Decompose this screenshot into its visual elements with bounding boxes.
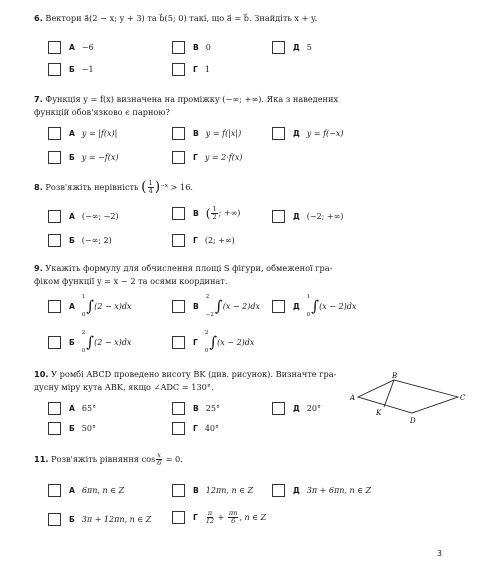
integral-sign-icon: ∫	[86, 333, 95, 351]
option-value: 25°	[205, 404, 220, 413]
q9-option-d[interactable]	[272, 294, 356, 318]
fraction-denominator: 2	[212, 213, 217, 221]
vertex-b-label: B	[392, 372, 398, 380]
answer-checkbox[interactable]	[172, 63, 185, 76]
q8-option-d[interactable]	[272, 210, 343, 223]
option-letter: В	[193, 404, 199, 413]
integrand: (2 − x)dx	[94, 337, 132, 347]
upper-limit: 1	[306, 294, 311, 300]
answer-checkbox[interactable]	[272, 210, 285, 223]
answer-checkbox[interactable]	[48, 422, 61, 435]
option-letter: А	[69, 43, 75, 52]
option-value: 0	[205, 43, 211, 52]
question-text-line1: У ромбі ABCD проведено висоту BK (див. рисунок). Визначте гра-	[51, 369, 337, 379]
answer-checkbox[interactable]	[48, 210, 61, 223]
question-number: 6.	[34, 13, 43, 23]
option-letter: Б	[69, 65, 75, 74]
option-value: y = f(−x)	[306, 129, 344, 138]
question-text: Розв'яжіть рівняння cos	[51, 454, 156, 465]
question-text: Вектори a⃗(2 − x; y + 3) та b⃗(5; 0) такі, що a⃗ = b⃗. Знайдіть x + y.	[45, 13, 318, 23]
vertex-c-label: C	[460, 394, 466, 402]
question-8: 8. Розв'яжіть нерівність ( $\frac{1}{4}$ ) −x > 16.	[34, 179, 194, 196]
q9-option-a[interactable]	[48, 294, 131, 318]
fraction-numerator: π	[207, 509, 213, 517]
base-fraction	[148, 180, 154, 195]
question-number: 11.	[34, 454, 49, 465]
option-value: −1	[81, 65, 94, 74]
upper-limit: 2	[81, 330, 86, 336]
question-text-line2: дусну міру кута ABK, якщо ∠ADC = 130°.	[34, 381, 214, 392]
integrand: (x − 2)dx	[217, 337, 255, 347]
option-value: y = |f(x)|	[81, 129, 118, 138]
option-value: y = f(|x|)	[205, 129, 242, 138]
question-number: 10.	[34, 369, 49, 379]
fraction-numerator: 1	[212, 205, 217, 213]
option-letter: Г	[193, 337, 198, 347]
option-letter: А	[69, 129, 75, 138]
answer-checkbox[interactable]	[172, 151, 185, 164]
question-number: 8.	[34, 182, 43, 193]
lower-limit: −2	[205, 312, 214, 318]
page-number: 3	[436, 549, 442, 558]
point-k-label: K	[376, 409, 382, 417]
option-letter: Г	[193, 513, 198, 522]
integrand: (2 − x)dx	[94, 301, 132, 311]
q9-option-v[interactable]	[172, 294, 260, 318]
option-value: $\frac{\pi}{12}$ + $\frac{\pi n}{6}$ , n ∈ Z	[205, 509, 267, 525]
option-value: y = −f(x)	[81, 153, 119, 162]
q6-option-g[interactable]	[172, 63, 210, 76]
q10-option-b[interactable]	[48, 422, 96, 435]
q6-option-a[interactable]	[48, 41, 94, 54]
answer-checkbox[interactable]	[272, 41, 285, 54]
option-value: (−∞; 2)	[81, 236, 112, 245]
lower-limit: 0	[306, 312, 311, 318]
answer-checkbox[interactable]	[172, 41, 185, 54]
fraction-numerator: 1	[148, 179, 153, 187]
answer-checkbox[interactable]	[48, 484, 61, 497]
q10-option-v[interactable]	[172, 402, 220, 415]
option-letter: Д	[293, 486, 300, 495]
paren-open: (	[205, 206, 211, 221]
integral-sign-icon: ∫	[311, 297, 320, 315]
question-text-line2: фіком функції y = x − 2 та осями координат.	[34, 275, 228, 286]
answer-checkbox[interactable]	[172, 511, 185, 524]
q10-option-d[interactable]	[272, 402, 321, 415]
q6-option-v[interactable]	[172, 41, 211, 54]
vertex-a-label: A	[350, 394, 356, 402]
option-value: 3π + 6πn, n ∈ Z	[306, 486, 372, 495]
option-value: 65°	[81, 404, 97, 413]
upper-limit: 1	[81, 294, 86, 300]
option-letter: А	[69, 301, 75, 311]
option-value: y = 2·f(x)	[204, 153, 243, 162]
vertex-d-label: D	[410, 417, 416, 425]
answer-checkbox[interactable]	[48, 234, 61, 247]
integral	[82, 330, 132, 354]
q8-option-b[interactable]	[48, 234, 112, 247]
option-letter: А	[69, 404, 75, 413]
question-7	[34, 93, 464, 118]
value-suffix: ; +∞)	[218, 208, 241, 218]
answer-checkbox[interactable]	[172, 422, 185, 435]
q8-option-v[interactable]	[172, 206, 240, 221]
integral	[205, 330, 255, 354]
question-11	[34, 452, 464, 467]
fraction-denominator: 6	[231, 517, 236, 525]
answer-checkbox[interactable]	[172, 234, 185, 247]
option-letter: В	[193, 301, 199, 311]
answer-checkbox[interactable]	[272, 484, 285, 497]
q7-option-v[interactable]	[172, 127, 241, 140]
option-letter: Б	[69, 515, 75, 524]
option-value: 12πn, n ∈ Z	[205, 486, 254, 495]
fraction-denominator: 4	[148, 187, 153, 195]
q7-option-a[interactable]	[48, 127, 117, 140]
answer-checkbox[interactable]	[172, 336, 185, 349]
fraction	[156, 452, 162, 467]
option-letter: Г	[193, 65, 198, 74]
option-value: 20°	[306, 404, 321, 413]
question-text-line1: Укажіть формулу для обчислення площі S фігури, обмеженої гра-	[45, 263, 333, 273]
upper-limit: 2	[205, 294, 210, 300]
question-6	[34, 12, 464, 25]
option-letter: А	[69, 212, 75, 221]
option-letter: Г	[193, 236, 198, 245]
integral-sign-icon: ∫	[86, 297, 95, 315]
option-value: 40°	[204, 424, 220, 433]
option-letter: Г	[193, 153, 198, 162]
option-letter: Б	[69, 236, 75, 245]
exponent: −x	[160, 183, 168, 189]
q10-option-g[interactable]	[172, 422, 219, 435]
q9-option-b[interactable]	[48, 330, 131, 354]
question-text-tail: > 16.	[170, 182, 194, 193]
q11-option-d[interactable]	[272, 484, 371, 497]
integrand: (x − 2)dx	[222, 301, 260, 311]
option-value: 6πn, n ∈ Z	[81, 486, 125, 495]
integral	[307, 294, 357, 318]
fraction-numerator: πn	[228, 509, 238, 517]
option-letter: Б	[69, 424, 75, 433]
q10-option-a[interactable]	[48, 402, 96, 415]
option-letter: Д	[293, 129, 300, 138]
answer-checkbox[interactable]	[172, 484, 185, 497]
answer-checkbox[interactable]	[172, 207, 185, 220]
option-value: 1	[204, 65, 210, 74]
option-letter: Д	[293, 43, 300, 52]
answer-checkbox[interactable]	[272, 402, 285, 415]
fraction-denominator: 12	[205, 517, 215, 525]
q7-option-d[interactable]	[272, 127, 344, 140]
question-text-tail: = 0.	[165, 454, 183, 465]
answer-checkbox[interactable]	[48, 300, 61, 313]
option-letter: В	[193, 129, 199, 138]
value-suffix: , n ∈ Z	[239, 513, 267, 522]
option-value: (2; +∞)	[204, 236, 235, 245]
answer-checkbox[interactable]	[272, 300, 285, 313]
question-number: 9.	[34, 263, 43, 273]
answer-checkbox[interactable]	[48, 41, 61, 54]
option-value: 50°	[81, 424, 96, 433]
answer-checkbox[interactable]	[48, 63, 61, 76]
answer-checkbox[interactable]	[48, 402, 61, 415]
answer-checkbox[interactable]	[48, 151, 61, 164]
question-10	[34, 368, 374, 393]
integral-sign-icon: ∫	[214, 297, 223, 315]
answer-checkbox[interactable]	[172, 402, 185, 415]
option-letter: Б	[69, 153, 75, 162]
option-letter: А	[69, 486, 75, 495]
integral-sign-icon: ∫	[209, 333, 218, 351]
lower-limit: 0	[204, 348, 209, 354]
rhombus-outline	[358, 380, 458, 413]
question-text-line2: функцій обов'язково є парною?	[34, 106, 170, 117]
option-letter: Г	[193, 424, 198, 433]
q11-option-b[interactable]	[48, 513, 151, 526]
lower-limit: 0	[81, 312, 86, 318]
answer-checkbox[interactable]	[172, 127, 185, 140]
option-letter: Д	[293, 212, 300, 221]
q7-option-g[interactable]	[172, 151, 243, 164]
answer-checkbox[interactable]	[48, 127, 61, 140]
rhombus-figure	[348, 370, 468, 432]
fraction-denominator: 6	[157, 459, 162, 467]
question-text: Розв'яжіть нерівність	[45, 182, 139, 193]
option-value: 3π + 12πn, n ∈ Z	[81, 515, 152, 524]
option-value: −6	[81, 43, 94, 52]
q8-option-g[interactable]	[172, 234, 235, 247]
question-text-line1: Функція y = f(x) визначена на проміжку (−∞; +∞). Яка з наведених	[45, 94, 339, 104]
q9-option-g[interactable]	[172, 330, 254, 354]
q11-option-a[interactable]	[48, 484, 124, 497]
option-letter: В	[193, 486, 199, 495]
option-letter: Б	[69, 337, 75, 347]
option-letter: В	[193, 209, 199, 218]
option-letter: В	[193, 43, 199, 52]
answer-checkbox[interactable]	[272, 127, 285, 140]
answer-checkbox[interactable]	[48, 336, 61, 349]
answer-checkbox[interactable]	[48, 513, 61, 526]
option-value: (−2; +∞)	[306, 212, 344, 221]
q6-option-b[interactable]	[48, 63, 94, 76]
integrand: (x − 2)dx	[319, 301, 357, 311]
option-letter: Д	[293, 301, 300, 311]
q11-option-g[interactable]	[172, 510, 266, 525]
q8-option-a[interactable]	[48, 210, 119, 223]
q11-option-v[interactable]	[172, 484, 253, 497]
upper-limit: 2	[204, 330, 209, 336]
question-number: 7.	[34, 94, 43, 104]
answer-checkbox[interactable]	[172, 300, 185, 313]
q6-option-d[interactable]	[272, 41, 312, 54]
question-9	[34, 262, 464, 287]
integral	[206, 294, 260, 318]
fraction-numerator: x	[157, 451, 161, 459]
q7-option-b[interactable]	[48, 151, 119, 164]
option-value: 5	[306, 43, 312, 52]
lower-limit: 0	[81, 348, 86, 354]
option-value	[206, 206, 241, 221]
option-value: (−∞; −2)	[81, 212, 119, 221]
option-letter: Д	[293, 404, 300, 413]
integral	[82, 294, 132, 318]
